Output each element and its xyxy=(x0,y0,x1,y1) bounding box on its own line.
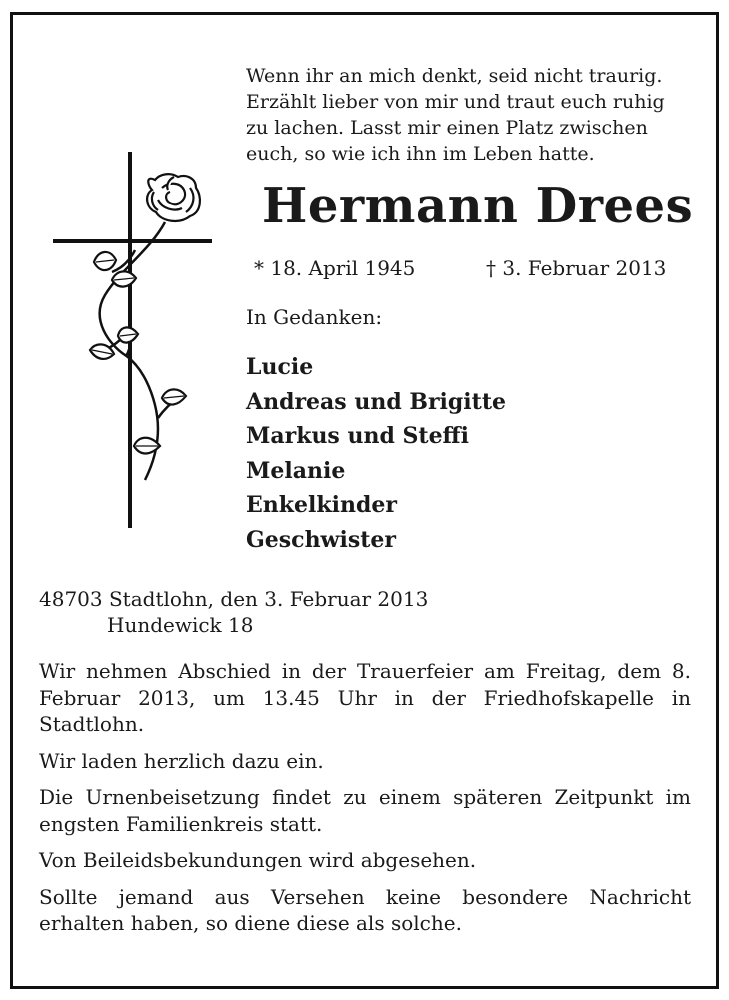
deceased-name: Hermann Drees xyxy=(262,178,694,234)
birth-date: * 18. April 1945 xyxy=(254,256,416,280)
place-date-line: 48703 Stadtlohn, den 3. Februar 2013 xyxy=(39,587,429,611)
mourner: Melanie xyxy=(246,457,346,484)
place-and-date xyxy=(39,586,428,638)
mourner: Lucie xyxy=(246,354,314,380)
mourners-list xyxy=(246,350,506,557)
address: Hundewick 18 xyxy=(107,613,254,637)
mourner: Andreas und Brigitte xyxy=(246,388,506,415)
memory-label: In Gedanken: xyxy=(246,305,383,329)
poem-line: Wenn ihr an mich denkt, seid nicht traurig. xyxy=(246,65,663,87)
poem-line: euch, so wie ich ihn im Leben hatte. xyxy=(246,143,595,165)
mourner: Markus und Steffi xyxy=(246,423,469,449)
paragraph-invitation: Wir laden herzlich dazu ein. xyxy=(39,748,324,773)
paragraph-condolences: Von Beileidsbekundungen wird abgesehen. xyxy=(39,848,477,872)
poem-line: zu lachen. Lasst mir einen Platz zwischen xyxy=(246,117,648,139)
poem xyxy=(246,63,696,167)
paragraph-ceremony: Wir nehmen Abschied in der Trauerfeier am Freitag, dem 8. Februar 2013, um 13.45 Uhr in der Friedhofskapelle in Stadtlohn. xyxy=(39,659,691,736)
announcement-text xyxy=(39,658,691,947)
paragraph-notice: Sollte jemand aus Versehen keine besondere Nachricht erhalten haben, so diene diese als solche. xyxy=(39,884,691,935)
death-date: † 3. Februar 2013 xyxy=(486,256,667,280)
life-dates xyxy=(254,256,667,280)
cross-with-rose-icon xyxy=(50,150,220,535)
poem-line: Erzählt lieber von mir und traut euch ruhig xyxy=(246,91,665,113)
mourner: Geschwister xyxy=(246,526,396,553)
paragraph-urn: Die Urnenbeisetzung findet zu einem späteren Zeitpunkt im engsten Familienkreis statt. xyxy=(39,785,691,836)
mourner: Enkelkinder xyxy=(246,492,397,518)
